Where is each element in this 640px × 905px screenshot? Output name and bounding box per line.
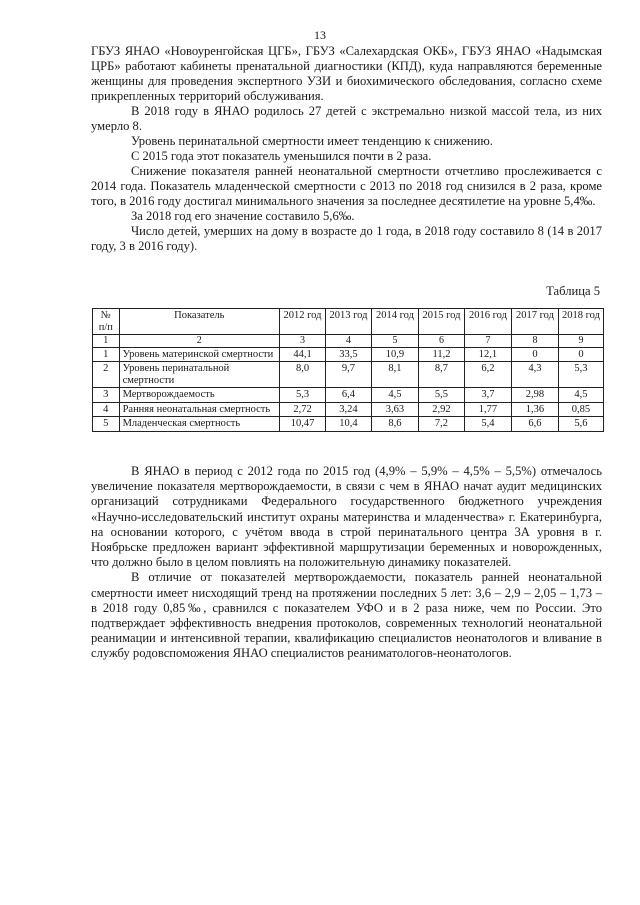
table-cell: 0 xyxy=(558,347,603,362)
paragraph-stillbirth-audit: В ЯНАО в период с 2012 года по 2015 год (4,9% – 5,9% – 4,5% – 5,5%) отмечалось увеличение показателя мертворождаемости, в связи с чем в ЯНАО начат аудит медицинских организаций сотрудниками Федерального государственного бюджетного учреждения «Научно-исследовательский институт охраны материнства и младенчества» г. Екатеринбурга, на основании которого, с учётом ввода в строй перинатального центра 3А уровня в г. Ноябрьске предложен вариант эффективной маршрутизации беременных и новорожденных, что должно было в целом повлиять на положительную динамику показателей. xyxy=(91,464,602,570)
table-row xyxy=(93,347,604,362)
paragraph-kpd: ГБУЗ ЯНАО «Новоуренгойская ЦГБ», ГБУЗ «Салехардская ОКБ», ГБУЗ ЯНАО «Надымская ЦРБ» работают кабинеты пренатальной диагностики (КПД), куда направляются беременные женщины для проведения экспертного УЗИ и биохимического обследования, согласно схеме прикрепленных территорий обслуживания. xyxy=(91,44,602,103)
table-cell: Показатель xyxy=(119,309,279,335)
table-cell: 10,9 xyxy=(371,347,418,362)
table-cell: 33,5 xyxy=(326,347,372,362)
table-cell: 7,2 xyxy=(418,417,464,432)
table-cell: 2014 год xyxy=(371,309,418,335)
table-row xyxy=(93,402,604,417)
table-cell: 8,1 xyxy=(371,362,418,388)
table-cell: 2 xyxy=(93,362,120,388)
table-cell: 9 xyxy=(558,335,603,348)
table-cell: 8 xyxy=(511,335,558,348)
table-cell: Мертворождаемость xyxy=(119,388,279,403)
table-cell: 0 xyxy=(511,347,558,362)
table-cell: 6,6 xyxy=(511,417,558,432)
table-cell: 1 xyxy=(93,347,120,362)
table-cell: 2,98 xyxy=(511,388,558,403)
paragraph-perinatal-trend: Уровень перинатальной смертности имеет тенденцию к снижению. xyxy=(131,134,493,148)
table-cell: 3,63 xyxy=(371,402,418,417)
table-cell: Ранняя неонатальная смертность xyxy=(119,402,279,417)
table-cell: 3 xyxy=(93,388,120,403)
table-cell: Младенческая смертность xyxy=(119,417,279,432)
paragraph-neonatal-mortality: В отличие от показателей мертворождаемости, показатель ранней неонатальной смертности имеет нисходящий тренд на протяжении последних 5 лет: 3,6 – 2,9 – 2,05 – 1,73 – в 2018 году 0,85‰, сравнился с показателем УФО и в 2 раза ниже, чем по России. Это подтверждает эффективность внедрения протоколов, современных технологий неонатальной реанимации и интенсивной терапии, квалификацию специалистов неонатологов и вливание в службу родовспоможения ЯНАО специалистов реаниматологов-неонатологов. xyxy=(91,570,602,661)
table-cell: 3 xyxy=(280,335,326,348)
table-cell: 12,1 xyxy=(464,347,511,362)
table-caption: Таблица 5 xyxy=(546,284,600,298)
table-cell: 2017 год xyxy=(511,309,558,335)
table-index-row xyxy=(93,335,604,348)
table-cell: 4 xyxy=(326,335,372,348)
table-cell: Уровень перинатальной смертности xyxy=(119,362,279,388)
table-cell: 4,3 xyxy=(511,362,558,388)
paragraph-neonatal-decrease: Снижение показателя ранней неонатальной смертности отчетливо прослеживается с 2014 года. Показатель младенческой смертности с 2013 по 2018 год снизился в 2 раза, кроме того, в 2016 году достигал минимального значения за последнее десятилетие на уровне 5,4‰. xyxy=(91,164,602,208)
table-cell: 44,1 xyxy=(280,347,326,362)
table-cell: 6,2 xyxy=(464,362,511,388)
paragraph-since-2015: С 2015 года этот показатель уменьшился почти в 2 раза. xyxy=(131,149,432,163)
table-cell: 5,4 xyxy=(464,417,511,432)
table-cell: 5 xyxy=(93,417,120,432)
table-cell: 2,72 xyxy=(280,402,326,417)
table-cell: 0,85 xyxy=(558,402,603,417)
table-cell: 2013 год xyxy=(326,309,372,335)
table-row xyxy=(93,388,604,403)
table-cell: 8,0 xyxy=(280,362,326,388)
table-cell: 6,4 xyxy=(326,388,372,403)
table-cell: 3,24 xyxy=(326,402,372,417)
table-cell: 6 xyxy=(418,335,464,348)
table-cell: 4 xyxy=(93,402,120,417)
paragraph-2018-value: За 2018 год его значение составило 5,6‰. xyxy=(131,209,355,223)
table-cell: 9,7 xyxy=(326,362,372,388)
table-cell: 10,47 xyxy=(280,417,326,432)
table-cell: 5,6 xyxy=(558,417,603,432)
table-cell: 5 xyxy=(371,335,418,348)
table-cell: 2 xyxy=(119,335,279,348)
page-number: 13 xyxy=(314,28,326,42)
analysis-text xyxy=(91,464,602,662)
table-cell: 5,3 xyxy=(558,362,603,388)
table-cell: 1,36 xyxy=(511,402,558,417)
table-row xyxy=(93,362,604,388)
table-cell: 1,77 xyxy=(464,402,511,417)
table-cell: 8,7 xyxy=(418,362,464,388)
table-cell: Уровень материнской смертности xyxy=(119,347,279,362)
indicators-table xyxy=(92,308,604,432)
intro-text xyxy=(91,44,602,254)
table-cell: 7 xyxy=(464,335,511,348)
table-cell: 2018 год xyxy=(558,309,603,335)
table-header-row xyxy=(93,309,604,335)
table-cell: 2012 год xyxy=(280,309,326,335)
table-cell: 2,92 xyxy=(418,402,464,417)
table-cell: 5,5 xyxy=(418,388,464,403)
table-cell: 5,3 xyxy=(280,388,326,403)
table-cell: 2016 год xyxy=(464,309,511,335)
table-cell: 8,6 xyxy=(371,417,418,432)
table-cell: 4,5 xyxy=(371,388,418,403)
paragraph-low-birth-weight: В 2018 году в ЯНАО родилось 27 детей с экстремально низкой массой тела, из них умерло 8. xyxy=(91,104,602,133)
table-cell: 2015 год xyxy=(418,309,464,335)
table-cell: № п/п xyxy=(93,309,120,335)
table-row xyxy=(93,417,604,432)
table-cell: 3,7 xyxy=(464,388,511,403)
table-cell: 10,4 xyxy=(326,417,372,432)
paragraph-home-deaths: Число детей, умерших на дому в возрасте до 1 года, в 2018 году составило 8 (14 в 2017 году, 3 в 2016 году). xyxy=(91,224,602,253)
table-cell: 11,2 xyxy=(418,347,464,362)
table-cell: 4,5 xyxy=(558,388,603,403)
table-cell: 1 xyxy=(93,335,120,348)
